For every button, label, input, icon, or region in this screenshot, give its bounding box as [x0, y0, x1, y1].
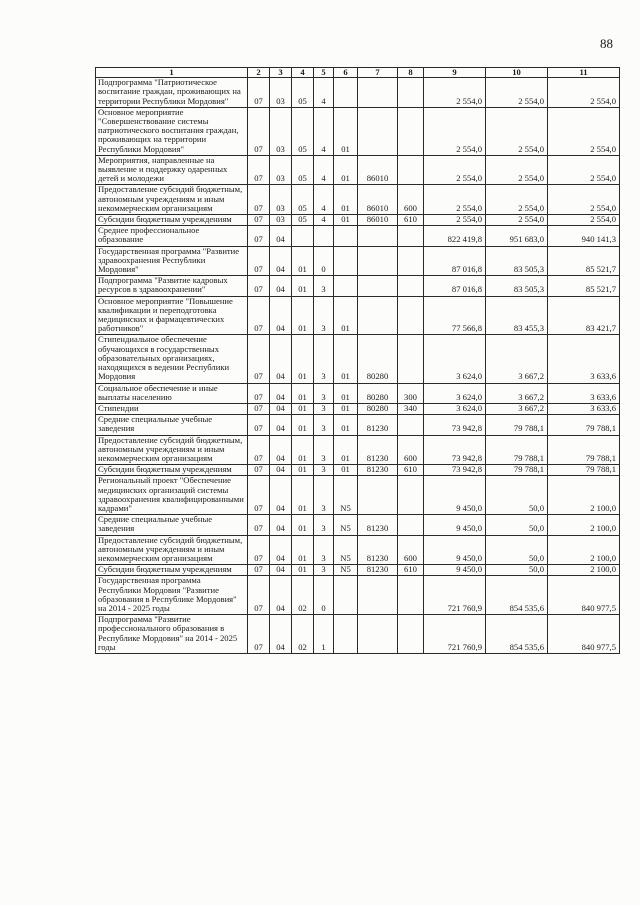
code-expense-type	[398, 576, 424, 615]
amount-col10: 79 788,1	[486, 415, 548, 435]
code-subsection: 05	[292, 78, 314, 108]
code-program: 3	[314, 276, 334, 296]
column-header: 10	[486, 68, 548, 78]
code-program: 3	[314, 535, 334, 565]
item-name: Государственная программа Республики Мордовия "Развитие образования в Республике Мордовия" на 2014 - 2025 годы	[96, 576, 248, 615]
code-expense-type: 610	[398, 565, 424, 576]
code-chapter: 07	[248, 576, 270, 615]
amount-col9: 73 942,8	[424, 435, 486, 465]
code-program: 3	[314, 296, 334, 335]
code-expense-type: 610	[398, 465, 424, 476]
code-expense-type	[398, 335, 424, 383]
amount-col10: 854 535,6	[486, 615, 548, 654]
code-subsection: 01	[292, 276, 314, 296]
code-expense-type	[398, 276, 424, 296]
code-subprogram: N5	[334, 476, 358, 515]
code-chapter: 07	[248, 415, 270, 435]
item-name: Субсидии бюджетным учреждениям	[96, 565, 248, 576]
amount-col10: 3 667,2	[486, 403, 548, 414]
code-section: 04	[270, 515, 292, 535]
code-program: 1	[314, 615, 334, 654]
table-row	[96, 476, 620, 515]
budget-table	[95, 67, 620, 654]
table-row	[96, 276, 620, 296]
code-direction: 86010	[358, 215, 398, 226]
code-direction: 81230	[358, 415, 398, 435]
table-row	[96, 296, 620, 335]
code-chapter: 07	[248, 465, 270, 476]
amount-col11: 840 977,5	[548, 576, 620, 615]
code-direction: 81230	[358, 535, 398, 565]
code-subprogram: 01	[334, 215, 358, 226]
code-program: 3	[314, 415, 334, 435]
code-subprogram: 01	[334, 185, 358, 215]
amount-col11: 3 633,6	[548, 335, 620, 383]
code-program: 4	[314, 185, 334, 215]
code-subprogram: N5	[334, 515, 358, 535]
code-chapter: 07	[248, 246, 270, 276]
code-subprogram: 01	[334, 107, 358, 155]
code-section: 04	[270, 246, 292, 276]
code-subsection: 01	[292, 465, 314, 476]
column-header: 2	[248, 68, 270, 78]
table-row	[96, 155, 620, 185]
code-chapter: 07	[248, 335, 270, 383]
code-program: 3	[314, 435, 334, 465]
code-subprogram	[334, 276, 358, 296]
code-chapter: 07	[248, 78, 270, 108]
code-subsection: 01	[292, 435, 314, 465]
code-section: 04	[270, 615, 292, 654]
amount-col10: 2 554,0	[486, 107, 548, 155]
amount-col9: 2 554,0	[424, 107, 486, 155]
table-row	[96, 615, 620, 654]
amount-col10: 50,0	[486, 535, 548, 565]
amount-col9: 822 419,8	[424, 226, 486, 246]
amount-col11: 3 633,6	[548, 403, 620, 414]
code-subsection: 01	[292, 476, 314, 515]
code-subprogram: N5	[334, 535, 358, 565]
code-direction	[358, 78, 398, 108]
code-subsection: 01	[292, 535, 314, 565]
code-program: 4	[314, 155, 334, 185]
table-row	[96, 515, 620, 535]
table-row	[96, 185, 620, 215]
amount-col10: 854 535,6	[486, 576, 548, 615]
code-direction: 81230	[358, 465, 398, 476]
amount-col9: 9 450,0	[424, 535, 486, 565]
amount-col11: 2 554,0	[548, 107, 620, 155]
amount-col9: 9 450,0	[424, 565, 486, 576]
code-direction	[358, 276, 398, 296]
amount-col11: 2 554,0	[548, 185, 620, 215]
code-expense-type: 610	[398, 215, 424, 226]
amount-col11: 2 554,0	[548, 215, 620, 226]
code-program: 3	[314, 335, 334, 383]
code-expense-type	[398, 226, 424, 246]
column-header: 1	[96, 68, 248, 78]
code-chapter: 07	[248, 155, 270, 185]
table-row	[96, 565, 620, 576]
code-subsection	[292, 226, 314, 246]
amount-col11: 940 141,3	[548, 226, 620, 246]
code-direction: 80280	[358, 383, 398, 403]
table-row	[96, 383, 620, 403]
code-section: 03	[270, 215, 292, 226]
amount-col9: 73 942,8	[424, 415, 486, 435]
code-direction	[358, 107, 398, 155]
code-subsection: 01	[292, 246, 314, 276]
code-section: 03	[270, 155, 292, 185]
code-direction	[358, 296, 398, 335]
amount-col10: 79 788,1	[486, 435, 548, 465]
code-chapter: 07	[248, 535, 270, 565]
amount-col10: 83 455,3	[486, 296, 548, 335]
code-subsection: 05	[292, 185, 314, 215]
amount-col11: 2 554,0	[548, 155, 620, 185]
code-subsection: 02	[292, 576, 314, 615]
amount-col11: 840 977,5	[548, 615, 620, 654]
code-section: 03	[270, 185, 292, 215]
code-chapter: 07	[248, 185, 270, 215]
amount-col9: 87 016,8	[424, 246, 486, 276]
column-header: 3	[270, 68, 292, 78]
code-chapter: 07	[248, 296, 270, 335]
code-subsection: 01	[292, 403, 314, 414]
amount-col9: 721 760,9	[424, 615, 486, 654]
code-expense-type	[398, 155, 424, 185]
code-expense-type: 340	[398, 403, 424, 414]
code-direction	[358, 226, 398, 246]
code-chapter: 07	[248, 615, 270, 654]
amount-col9: 2 554,0	[424, 215, 486, 226]
table-row	[96, 465, 620, 476]
code-section: 04	[270, 576, 292, 615]
amount-col11: 79 788,1	[548, 415, 620, 435]
table-row	[96, 78, 620, 108]
item-name: Государственная программа "Развитие здравоохранения Республики Мордовия"	[96, 246, 248, 276]
code-direction: 86010	[358, 185, 398, 215]
table-row	[96, 246, 620, 276]
item-name: Мероприятия, направленные на выявление и поддержку одаренных детей и молодежи	[96, 155, 248, 185]
amount-col11: 83 421,7	[548, 296, 620, 335]
code-subprogram: N5	[334, 565, 358, 576]
item-name: Среднее профессиональное образование	[96, 226, 248, 246]
amount-col10: 79 788,1	[486, 465, 548, 476]
amount-col10: 2 554,0	[486, 215, 548, 226]
code-expense-type	[398, 615, 424, 654]
amount-col11: 79 788,1	[548, 435, 620, 465]
item-name: Предоставление субсидий бюджетным, автономным учреждениям и иным некоммерческим организациям	[96, 185, 248, 215]
amount-col9: 2 554,0	[424, 155, 486, 185]
code-section: 04	[270, 335, 292, 383]
code-direction: 81230	[358, 515, 398, 535]
item-name: Подпрограмма "Развитие кадровых ресурсов в здравоохранении"	[96, 276, 248, 296]
column-header: 6	[334, 68, 358, 78]
item-name: Субсидии бюджетным учреждениям	[96, 215, 248, 226]
code-subsection: 01	[292, 415, 314, 435]
code-chapter: 07	[248, 276, 270, 296]
code-section: 04	[270, 435, 292, 465]
code-program	[314, 226, 334, 246]
amount-col10: 50,0	[486, 565, 548, 576]
item-name: Подпрограмма "Развитие профессионального образования в Республике Мордовия" на 2014 - 2025 годы	[96, 615, 248, 654]
table-row	[96, 403, 620, 414]
code-subsection: 05	[292, 107, 314, 155]
code-direction	[358, 615, 398, 654]
code-subprogram	[334, 226, 358, 246]
code-subprogram	[334, 246, 358, 276]
table-row	[96, 415, 620, 435]
table-row	[96, 226, 620, 246]
code-program: 3	[314, 476, 334, 515]
code-section: 04	[270, 535, 292, 565]
code-subprogram	[334, 78, 358, 108]
amount-col9: 87 016,8	[424, 276, 486, 296]
code-subprogram: 01	[334, 335, 358, 383]
code-expense-type	[398, 476, 424, 515]
code-subsection: 01	[292, 515, 314, 535]
amount-col9: 9 450,0	[424, 515, 486, 535]
code-direction	[358, 576, 398, 615]
code-subsection: 05	[292, 155, 314, 185]
code-program: 3	[314, 383, 334, 403]
code-program: 3	[314, 403, 334, 414]
table-row	[96, 107, 620, 155]
code-direction: 81230	[358, 565, 398, 576]
item-name: Подпрограмма "Патриотическое воспитание граждан, проживающих на территории Республики Мордовия"	[96, 78, 248, 108]
code-section: 04	[270, 476, 292, 515]
amount-col11: 79 788,1	[548, 465, 620, 476]
code-program: 4	[314, 78, 334, 108]
code-expense-type	[398, 515, 424, 535]
table-row	[96, 335, 620, 383]
amount-col11: 85 521,7	[548, 246, 620, 276]
code-chapter: 07	[248, 403, 270, 414]
table-row	[96, 215, 620, 226]
amount-col11: 2 100,0	[548, 565, 620, 576]
code-subsection: 05	[292, 215, 314, 226]
amount-col10: 2 554,0	[486, 78, 548, 108]
code-subprogram: 01	[334, 435, 358, 465]
item-name: Субсидии бюджетным учреждениям	[96, 465, 248, 476]
code-program: 3	[314, 515, 334, 535]
code-section: 04	[270, 565, 292, 576]
code-section: 04	[270, 403, 292, 414]
code-program: 0	[314, 246, 334, 276]
table-row	[96, 576, 620, 615]
code-direction	[358, 476, 398, 515]
code-subprogram: 01	[334, 383, 358, 403]
code-expense-type	[398, 246, 424, 276]
code-direction: 86010	[358, 155, 398, 185]
code-section: 04	[270, 383, 292, 403]
code-expense-type: 600	[398, 435, 424, 465]
code-chapter: 07	[248, 565, 270, 576]
code-subprogram: 01	[334, 155, 358, 185]
amount-col10: 3 667,2	[486, 335, 548, 383]
code-direction	[358, 246, 398, 276]
code-chapter: 07	[248, 226, 270, 246]
item-name: Средние специальные учебные заведения	[96, 515, 248, 535]
code-subprogram: 01	[334, 403, 358, 414]
code-section: 04	[270, 296, 292, 335]
amount-col9: 77 566,8	[424, 296, 486, 335]
item-name: Средние специальные учебные заведения	[96, 415, 248, 435]
amount-col11: 2 100,0	[548, 515, 620, 535]
code-program: 0	[314, 576, 334, 615]
amount-col11: 2 100,0	[548, 476, 620, 515]
amount-col11: 85 521,7	[548, 276, 620, 296]
code-expense-type: 600	[398, 535, 424, 565]
amount-col9: 9 450,0	[424, 476, 486, 515]
item-name: Стипендиальное обеспечение обучающихся в государственных образовательных организациях, находящихся в ведении Республики Мордовия	[96, 335, 248, 383]
amount-col9: 3 624,0	[424, 383, 486, 403]
amount-col11: 3 633,6	[548, 383, 620, 403]
code-direction: 81230	[358, 435, 398, 465]
code-expense-type: 300	[398, 383, 424, 403]
item-name: Основное мероприятие "Совершенствование системы патриотического воспитания граждан, проживающих на территории Республики Мордовия"	[96, 107, 248, 155]
item-name: Предоставление субсидий бюджетным, автономным учреждениям и иным некоммерческим организациям	[96, 435, 248, 465]
table-row	[96, 435, 620, 465]
code-subsection: 01	[292, 565, 314, 576]
amount-col9: 2 554,0	[424, 78, 486, 108]
amount-col11: 2 100,0	[548, 535, 620, 565]
amount-col9: 721 760,9	[424, 576, 486, 615]
code-chapter: 07	[248, 435, 270, 465]
code-subsection: 01	[292, 335, 314, 383]
item-name: Предоставление субсидий бюджетным, автономным учреждениям и иным некоммерческим организациям	[96, 535, 248, 565]
code-program: 3	[314, 565, 334, 576]
code-chapter: 07	[248, 515, 270, 535]
code-direction: 80280	[358, 403, 398, 414]
code-section: 04	[270, 465, 292, 476]
code-chapter: 07	[248, 476, 270, 515]
item-name: Социальное обеспечение и иные выплаты населению	[96, 383, 248, 403]
amount-col10: 50,0	[486, 515, 548, 535]
code-subprogram: 01	[334, 296, 358, 335]
code-program: 3	[314, 465, 334, 476]
amount-col10: 83 505,3	[486, 246, 548, 276]
amount-col9: 3 624,0	[424, 403, 486, 414]
code-subsection: 02	[292, 615, 314, 654]
code-chapter: 07	[248, 107, 270, 155]
header-row	[96, 68, 620, 78]
code-subsection: 01	[292, 296, 314, 335]
code-expense-type: 600	[398, 185, 424, 215]
code-section: 04	[270, 276, 292, 296]
code-program: 4	[314, 215, 334, 226]
column-header: 4	[292, 68, 314, 78]
code-subprogram: 01	[334, 415, 358, 435]
code-section: 03	[270, 107, 292, 155]
code-section: 04	[270, 415, 292, 435]
code-chapter: 07	[248, 215, 270, 226]
code-expense-type	[398, 296, 424, 335]
column-header: 8	[398, 68, 424, 78]
amount-col10: 951 683,0	[486, 226, 548, 246]
code-section: 03	[270, 78, 292, 108]
item-name: Региональный проект "Обеспечение медицинских организаций системы здравоохранения квалифицированными кадрами"	[96, 476, 248, 515]
item-name: Основное мероприятие "Повышение квалификации и переподготовка медицинских и фармацевтических работников"	[96, 296, 248, 335]
amount-col9: 2 554,0	[424, 185, 486, 215]
column-header: 9	[424, 68, 486, 78]
amount-col9: 73 942,8	[424, 465, 486, 476]
code-subprogram	[334, 576, 358, 615]
amount-col10: 3 667,2	[486, 383, 548, 403]
code-program: 4	[314, 107, 334, 155]
amount-col11: 2 554,0	[548, 78, 620, 108]
code-section: 04	[270, 226, 292, 246]
column-header: 5	[314, 68, 334, 78]
column-header: 7	[358, 68, 398, 78]
page-number: 88	[600, 36, 613, 51]
amount-col10: 50,0	[486, 476, 548, 515]
code-subprogram	[334, 615, 358, 654]
code-expense-type	[398, 415, 424, 435]
amount-col10: 2 554,0	[486, 185, 548, 215]
amount-col10: 2 554,0	[486, 155, 548, 185]
amount-col10: 83 505,3	[486, 276, 548, 296]
column-header: 11	[548, 68, 620, 78]
code-expense-type	[398, 78, 424, 108]
amount-col9: 3 624,0	[424, 335, 486, 383]
item-name: Стипендии	[96, 403, 248, 414]
code-subprogram: 01	[334, 465, 358, 476]
table-row	[96, 535, 620, 565]
code-direction: 80280	[358, 335, 398, 383]
code-chapter: 07	[248, 383, 270, 403]
code-expense-type	[398, 107, 424, 155]
code-subsection: 01	[292, 383, 314, 403]
